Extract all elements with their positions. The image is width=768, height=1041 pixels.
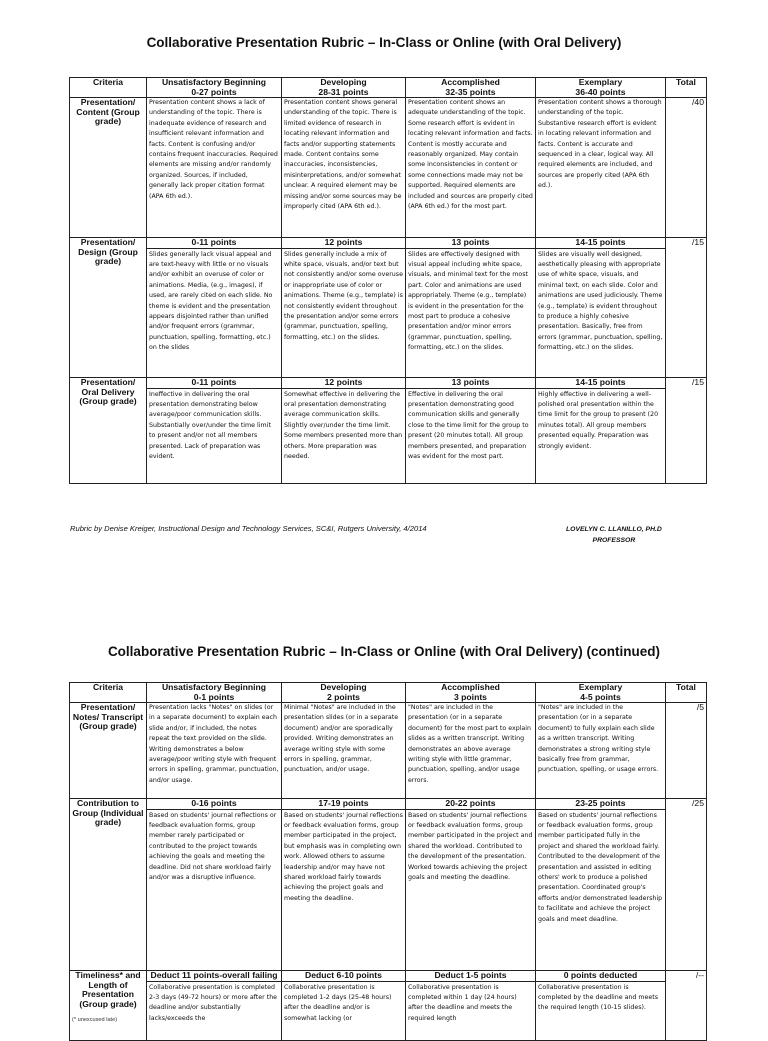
total-cell: /40: [666, 98, 707, 238]
points-label: 12 points: [282, 238, 405, 249]
rubric-cell: "Notes" are included in the presentation (or in a separate document) for the most part to explain slides as a written transcript. Writing demonstrates an above average writing style with little grammar, punctuation, spelling, and/or usage errors.: [406, 703, 536, 799]
rubric-cell: Presentation lacks "Notes" on slides (or in a separate document) to explain each slide and/or, if included, the notes repeat the text provided on the slide. Writing demonstrates a below average/poor writing style with frequent errors in spelling, grammar, punctuation, and/or usage.: [147, 703, 282, 799]
total-cell: /15: [666, 238, 707, 378]
rubric-cell: 17-19 points Based on students' journal reflections or feedback evaluation forms, group member participated in the project, but emphasis was in completing own work. Allowed others to assume leadership and/or may have not shared workload fairly towards achieving the project goals and meeting the deadline.: [282, 799, 406, 971]
level-header: Exemplary 4-5 points: [536, 683, 666, 703]
total-cell: /--: [666, 971, 707, 1041]
table-row: [70, 799, 707, 971]
total-cell: /15: [666, 378, 707, 484]
rubric-cell: 20-22 points Based on students' journal reflections or feedback evaluation forms, group member participated in the project and shared the workload. Contributed to the development of the presentation. Worked towards achieving the project goals and meeting the deadline.: [406, 799, 536, 971]
points-label: 14-15 points: [536, 238, 665, 249]
total-header: Total: [666, 683, 707, 703]
rubric-cell: Presentation content shows a lack of understanding of the topic. There is inadequate evidence of research and insufficient relevant information and facts. Content is confusing and/or contains frequent inaccuracies. Required elements are missing and/or randomly organized. Sources, if included, generally lack proper citation format (APA 6th ed.).: [147, 98, 282, 238]
level-header: Accomplished 3 points: [406, 683, 536, 703]
rubric-cell: 0-16 points Based on students' journal reflections or feedback evaluation forms, group member rarely participated or contributed to the project towards achieving the goals and meeting the deadline. Did not share workload fairly and/or was a disruptive influence.: [147, 799, 282, 971]
points-label: 13 points: [406, 238, 535, 249]
rubric-cell: 0-11 points Ineffective in delivering the oral presentation demonstrating below average/poor communication skills. Substantially over/under the time limit to present and/or not all members presented. Lack of preparation was evident.: [147, 378, 282, 484]
rubric-cell: 0 points deducted Collaborative presentation is completed by the deadline and meets the required length (10-15 slides).: [536, 971, 666, 1041]
rubric-cell: Presentation content shows general understanding of the topic. There is limited evidence of research in locating relevant information and facts and/or supporting statements made. Content contains some inaccuracies, inconsistencies, misinterpretations, and/or somewhat unclear. A required element may be missing and/or some sources may be improperly cited (APA 6th ed.).: [282, 98, 406, 238]
table-row: [70, 378, 707, 484]
page1-title: Collaborative Presentation Rubric – In-Class or Online (with Oral Delivery): [146, 35, 622, 50]
points-label: 23-25 points: [536, 799, 665, 810]
rubric-cell: "Notes" are included in the presentation (or in a separate document) to fully explain each slide as a written transcript. Writing demonstrates a strong writing style basically free from grammar, punctuation, spelling, or usage errors.: [536, 703, 666, 799]
rubric-cell: 14-15 points Highly effective in delivering a well-polished oral presentation within the time limit for the group to present (20 minutes total). All group members presented equally. Preparation was strongly evident.: [536, 378, 666, 484]
criteria-header: Criteria: [70, 683, 147, 703]
criteria-cell: Contribution to Group (Individual grade): [70, 799, 147, 971]
rubric-table-2: [69, 682, 707, 1041]
total-cell: /25: [666, 799, 707, 971]
rubric-cell: 12 points Slides generally include a mix of white space, visuals, and/or text but not consistently and/or some overuse or inappropriate use of color or animations. Theme (e.g., template) is not consistently evident throughout the presentation and/or some errors (grammar, punctuation, spelling, formatting, etc.) on the slides.: [282, 238, 406, 378]
rubric-cell: 13 points Slides are effectively designed with visual appeal including white space, visuals, and minimal text for the most part. Color and animations are used appropriately. Theme (e.g., template) is evident in the presentation for the most part to produce a cohesive presentation and/or minor errors (grammar, punctuation, spelling, formatting, etc.) on the slides.: [406, 238, 536, 378]
rubric-credit: Rubric by Denise Kreiger, Instructional Design and Technology Services, SC&I, Rutgers University, 4/2014: [70, 524, 427, 533]
professor-signature-block: [566, 524, 662, 546]
rubric-cell: 23-25 points Based on students' journal reflections or feedback evaluation forms, group member participated fully in the project and shared the workload fairly. Contributed to the development of the presentation and assisted in editing others' work to produce a polished presentation. Coordinated group's efforts and/or demonstrated leadership to facilitate and achieve the project goals and meet deadline.: [536, 799, 666, 971]
late-note: (* unexcused late): [72, 1017, 118, 1023]
criteria-cell: Presentation/ Notes/ Transcript (Group grade): [70, 703, 147, 799]
points-label: 20-22 points: [406, 799, 535, 810]
table-row: [70, 971, 707, 1041]
rubric-cell: Minimal "Notes" are included in the presentation slides (or in a separate document) and/or are sporadically provided. Writing demonstrates an average writing style with some errors in spelling, grammar, punctuation, and/or usage.: [282, 703, 406, 799]
rubric-table-1: [69, 77, 707, 484]
page2-title: Collaborative Presentation Rubric – In-Class or Online (with Oral Delivery) (continued): [107, 644, 661, 659]
rubric-cell: 14-15 points Slides are visually well designed, aesthetically pleasing with appropriate use of white space, visuals, and minimal text, on each slide. Color and animations are used judiciously. Theme (e.g., template) is evident throughout to produce a highly cohesive presentation. Basically, free from errors (grammar, punctuation, spelling, formatting, etc.) on the slides.: [536, 238, 666, 378]
points-label: 13 points: [406, 378, 535, 389]
rubric-cell: 0-11 points Slides generally lack visual appeal and are text-heavy with little or no visuals and/or exhibit an overuse of color or animations. Media, (e.g., images), if used, are rarely cited on each slide. No theme is evident and the presentation appears disjointed rather than unified and/or frequent errors (grammar, punctuation, spelling, formatting, etc.) on the slides: [147, 238, 282, 378]
level-header: Exemplary 36-40 points: [536, 78, 666, 98]
level-header: Unsatisfactory Beginning 0-27 points: [147, 78, 282, 98]
points-label: 14-15 points: [536, 378, 665, 389]
header-row: [70, 78, 707, 98]
rubric-cell: 13 points Effective in delivering the oral presentation demonstrating good communication skills and generally close to the time limit for the group to present (20 minutes total). All group members presented, and preparation was evident for the most part.: [406, 378, 536, 484]
points-label: 0 points deducted: [536, 971, 665, 982]
rubric-cell: Presentation content shows an adequate understanding of the topic. Some research effort is evident in locating relevant information and facts. Content is mostly accurate and reasonably organized. May contain some inconsistencies in content or some connections made may not be supported. Required elements are included and sources are properly cited (APA 6th ed.) for the most part.: [406, 98, 536, 238]
header-row: [70, 683, 707, 703]
rubric-cell: Presentation content shows a thorough understanding of the topic. Substantive research effort is evident in locating relevant information and facts. Content is accurate and sequenced in a clear, logical way. All required elements are included, and sources are properly cited (APA 6th ed.).: [536, 98, 666, 238]
rubric-cell: Deduct 1-5 points Collaborative presentation is completed within 1 day (24 hours) after the deadline and meets the required length: [406, 971, 536, 1041]
total-cell: /5: [666, 703, 707, 799]
rubric-cell: Deduct 6-10 points Collaborative presentation is completed 1-2 days (25-48 hours) after the deadline and/or is somewhat lacking (or: [282, 971, 406, 1041]
points-label: 0-11 points: [147, 378, 281, 389]
points-label: Deduct 1-5 points: [406, 971, 535, 982]
points-label: 0-11 points: [147, 238, 281, 249]
criteria-cell: Presentation/ Content (Group grade): [70, 98, 147, 238]
criteria-cell: Presentation/ Design (Group grade): [70, 238, 147, 378]
points-label: 12 points: [282, 378, 405, 389]
points-label: Deduct 6-10 points: [282, 971, 405, 982]
total-header: Total: [666, 78, 707, 98]
table-row: [70, 98, 707, 238]
level-header: Developing 28-31 points: [282, 78, 406, 98]
points-label: Deduct 11 points-overall failing: [147, 971, 281, 982]
level-header: Accomplished 32-35 points: [406, 78, 536, 98]
table-row: [70, 703, 707, 799]
level-header: Unsatisfactory Beginning 0-1 points: [147, 683, 282, 703]
level-header: Developing 2 points: [282, 683, 406, 703]
points-label: 0-16 points: [147, 799, 281, 810]
points-label: 17-19 points: [282, 799, 405, 810]
criteria-header: Criteria: [70, 78, 147, 98]
professor-name: LOVELYN C. LLANILLO, PH.D: [566, 526, 662, 533]
criteria-cell: Presentation/ Oral Delivery (Group grade): [70, 378, 147, 484]
rubric-cell: 12 points Somewhat effective in delivering the oral presentation demonstrating average communication skills. Slightly over/under the time limit. Some members presented more than others. More preparation was needed.: [282, 378, 406, 484]
criteria-cell: Timeliness* and Length of Presentation (Group grade): [70, 971, 147, 1041]
rubric-cell: Deduct 11 points-overall failing Collaborative presentation is completed 2-3 days (49-72 hours) or more after the deadline and/or substantially lacks/exceeds the: [147, 971, 282, 1041]
table-row: [70, 238, 707, 378]
professor-title: PROFESSOR: [592, 537, 636, 544]
